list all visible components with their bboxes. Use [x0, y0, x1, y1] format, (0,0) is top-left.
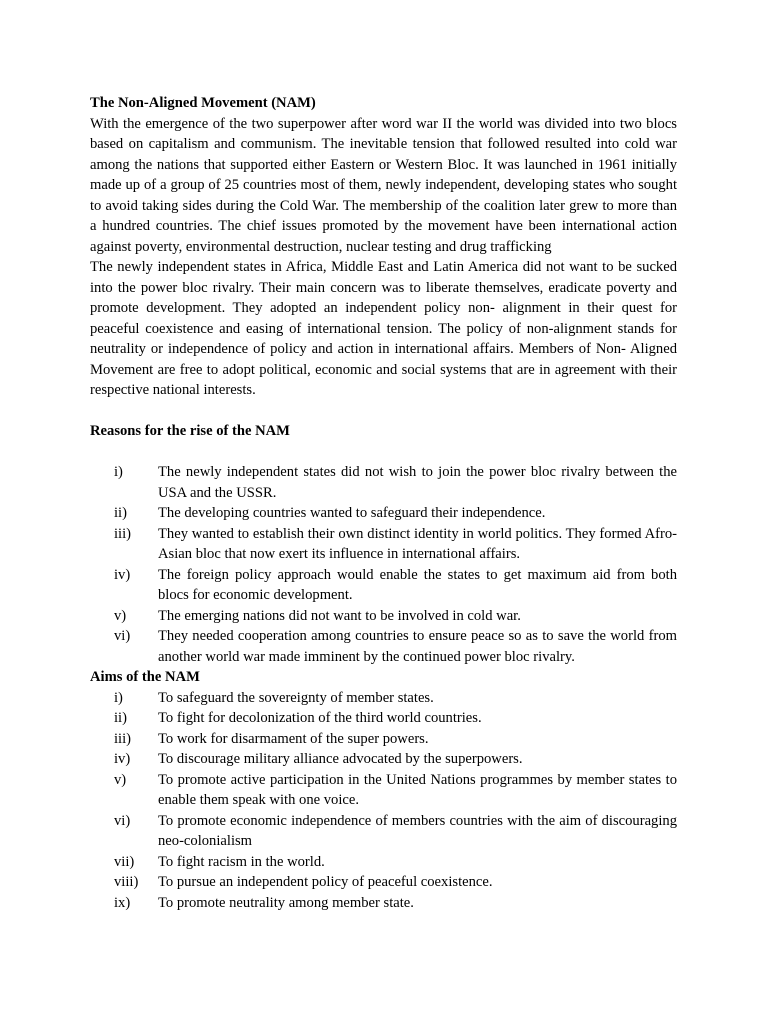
list-number: ix): [114, 894, 131, 911]
list-number: viii): [114, 874, 139, 890]
spacer: [90, 442, 677, 463]
list-number: i): [114, 464, 123, 480]
document-page: [90, 93, 677, 913]
list-text: The newly independent states did not wish to join the power bloc rivalry between the USA and the USSR.: [158, 464, 677, 501]
list-number: ii): [114, 505, 127, 521]
list-item: [90, 708, 677, 729]
list-item: [90, 852, 677, 873]
list-text: To safeguard the sovereignty of member states.: [158, 689, 434, 706]
list-text: They needed cooperation among countries to ensure peace so as to save the world from another world war made imminent by the continued power bloc rivalry.: [158, 628, 677, 665]
list-item: [90, 688, 677, 709]
list-item: [90, 811, 677, 852]
list-number: vi): [114, 812, 131, 829]
list-text: To pursue an independent policy of peaceful coexistence.: [158, 874, 493, 890]
list-item: [90, 729, 677, 750]
list-text: The emerging nations did not want to be involved in cold war.: [158, 607, 521, 624]
list-text: The foreign policy approach would enable the states to get maximum aid from both blocs for economic development.: [158, 566, 677, 603]
list-item: [90, 606, 677, 627]
section-heading-nam: The Non-Aligned Movement (NAM): [90, 95, 316, 111]
list-item: [90, 524, 677, 565]
section-heading-aims: Aims of the NAM: [90, 669, 200, 685]
list-text: They wanted to establish their own distinct identity in world politics. They formed Afro-Asian bloc that now exert its influence in international affairs.: [158, 525, 677, 562]
list-item: [90, 462, 677, 503]
list-text: To discourage military alliance advocated by the superpowers.: [158, 751, 523, 767]
reasons-list: [90, 462, 677, 667]
list-item: [90, 749, 677, 770]
aims-list: [90, 688, 677, 914]
list-item: [90, 626, 677, 667]
list-text: To fight racism in the world.: [158, 853, 325, 870]
list-number: vi): [114, 628, 131, 644]
list-number: i): [114, 689, 123, 706]
list-text: To promote neutrality among member state.: [158, 894, 414, 911]
list-text: To promote active participation in the United Nations programmes by member states to enable them speak with one voice.: [158, 771, 677, 808]
list-item: [90, 893, 677, 914]
section-heading-reasons: Reasons for the rise of the NAM: [90, 423, 290, 439]
list-text: The developing countries wanted to safeguard their independence.: [158, 505, 546, 521]
list-number: v): [114, 771, 127, 788]
list-number: iv): [114, 566, 131, 583]
list-number: iii): [114, 525, 132, 542]
list-item: [90, 565, 677, 606]
paragraph-intro: With the emergence of the two superpower after word war II the world was divided into two blocs based on capitalism and communism. The inevitable tension that followed resulted into cold war among the nations that supported either Eastern or Western Bloc. It was launched in 1961 initially made up of a group of 25 countries most of them, newly independent, developing states who sought to avoid taking sides during the Cold War. The membership of the coalition later grew to more than a hundred countries. The chief issues promoted by the movement have been international action against poverty, environmental destruction, nuclear testing and drug trafficking: [90, 115, 677, 255]
list-text: To work for disarmament of the super powers.: [158, 730, 429, 747]
list-number: ii): [114, 710, 127, 726]
list-item: [90, 872, 677, 893]
paragraph-newly-independent: The newly independent states in Africa, Middle East and Latin America did not want to be sucked into the power bloc rivalry. Their main concern was to liberate themselves, eradicate poverty and promote development. They adopted an independent policy non- alignment in their quest for peaceful coexistence and easing of international tension. The policy of non-alignment stands for neutrality or independence of policy and action in international affairs. Members of Non- Aligned Movement are free to adopt political, economic and social systems that are in agreement with their respective national interests.: [90, 259, 677, 398]
list-item: [90, 503, 677, 524]
list-item: [90, 770, 677, 811]
spacer: [90, 401, 677, 422]
list-number: vii): [114, 853, 135, 870]
list-number: v): [114, 607, 127, 624]
list-number: iii): [114, 730, 132, 747]
list-text: To promote economic independence of members countries with the aim of discouraging neo-colonialism: [158, 812, 677, 849]
list-number: iv): [114, 751, 131, 767]
list-text: To fight for decolonization of the third world countries.: [158, 710, 482, 726]
